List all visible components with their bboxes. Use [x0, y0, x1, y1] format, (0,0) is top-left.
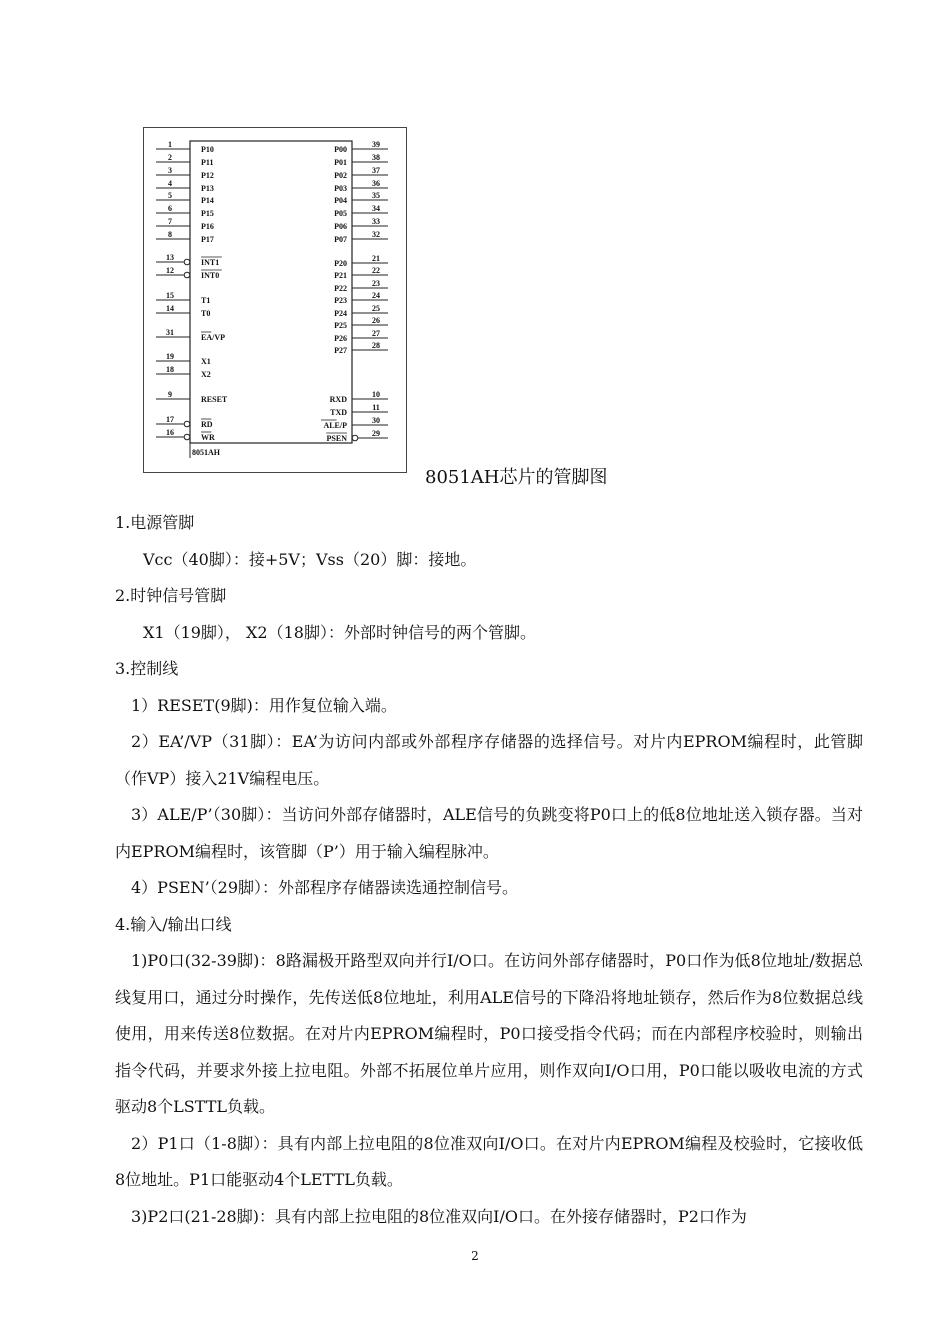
chip-label: 8051AH	[192, 448, 220, 457]
pin-bubble	[184, 259, 190, 265]
pin-name: P03	[334, 184, 347, 193]
pin-number: 10	[372, 390, 380, 399]
body-text	[115, 505, 863, 1235]
pin-number: 23	[372, 279, 380, 288]
pin-name: P05	[334, 209, 347, 218]
pin-number: 25	[372, 304, 380, 313]
pin-number: 22	[372, 266, 380, 275]
pin-number: 18	[166, 365, 174, 374]
pin-number: 37	[372, 166, 380, 175]
paragraph: 2.时钟信号管脚	[115, 586, 227, 605]
chip-pinout-figure	[143, 127, 407, 473]
figure-caption: 8051AH芯片的管脚图	[425, 467, 608, 488]
pin-name: P20	[334, 259, 347, 268]
pin-number: 38	[372, 153, 380, 162]
paragraph: 1）RESET(9脚)：用作复位输入端。	[131, 695, 397, 715]
pin-number: 6	[168, 204, 172, 213]
pin-number: 29	[372, 429, 380, 438]
chip-pinout-diagram	[144, 128, 408, 474]
paragraph: 3.控制线	[115, 659, 179, 678]
pin-number: 11	[372, 403, 380, 412]
paragraph: 4.输入/输出口线	[115, 914, 232, 934]
pin-name: P02	[334, 171, 347, 180]
pin-bubble	[184, 272, 190, 278]
pin-number: 15	[166, 291, 174, 300]
pin-number: 26	[372, 316, 380, 325]
pin-name: P17	[201, 235, 214, 244]
pin-name: P01	[334, 158, 347, 167]
pin-name: P23	[334, 296, 347, 305]
pin-number: 8	[168, 230, 172, 239]
pin-number: 27	[372, 329, 380, 338]
pin-number: 17	[166, 415, 174, 424]
pin-name: P06	[334, 222, 347, 231]
paragraph: Vcc（40脚）：接+5V；Vss（20）脚：接地。	[143, 549, 477, 569]
pin-name: T0	[201, 309, 211, 318]
pin-name: X2	[201, 370, 211, 379]
pin-number: 39	[372, 140, 380, 149]
paragraph: 1.电源管脚	[115, 513, 195, 532]
pin-number: 16	[166, 428, 174, 437]
pin-number: 5	[168, 191, 172, 200]
pin-name: P21	[334, 271, 347, 280]
pin-name: P27	[334, 346, 347, 355]
pin-bubble	[184, 421, 190, 427]
pin-number: 36	[372, 179, 380, 188]
pin-name: INT0	[201, 271, 220, 280]
pin-name: ALE/P	[323, 421, 347, 430]
pin-number: 7	[168, 217, 172, 226]
pin-number: 30	[372, 416, 380, 425]
pin-number: 32	[372, 230, 380, 239]
pin-name: P07	[334, 235, 347, 244]
pin-name: T1	[201, 296, 211, 305]
pin-name: P15	[201, 209, 214, 218]
pin-name: P22	[334, 284, 347, 293]
pin-number: 35	[372, 191, 380, 200]
paragraph: 3)P2口(21-28脚)：具有内部上拉电阻的8位准双向I/O口。在外接存储器时，P2口作为	[131, 1206, 747, 1226]
pin-name: TXD	[330, 408, 347, 417]
pin-name: P16	[201, 222, 214, 231]
paragraph: 1)P0口(32-39脚)：8路漏极开路型双向并行I/O口。在访问外部存储器时，P0口作为低8位地址/数据总线复用口，通过分时操作，先传送低8位地址，利用ALE信号的下降沿将地址锁存，然后作为8位数据总线使用，用来传送8位数据。在对片内EPROM编程时，P0口接受指令代码；而在内部程序校验时，则输出指令代码，并要求外接上拉电阻。外部不拓展位单片应用，则作双向I/O口用，P0口能以吸收电流的方式驱动8个LSTTL负载。	[115, 951, 863, 1116]
pin-number: 14	[166, 304, 174, 313]
pin-bubble	[352, 435, 358, 441]
paragraph: 3）ALE/P’（30脚）：当访问外部存储器时，ALE信号的负跳变将P0口上的低8位地址送入锁存器。当对内EPROM编程时，该管脚（P’）用于输入编程脉冲。	[115, 805, 863, 861]
pin-number: 33	[372, 217, 380, 226]
pin-name: RXD	[329, 395, 347, 404]
pin-number: 13	[166, 253, 174, 262]
pin-number: 24	[372, 291, 380, 300]
pin-name: P26	[334, 334, 347, 343]
pin-number: 19	[166, 352, 174, 361]
pin-number: 31	[166, 328, 174, 337]
pin-name: P14	[201, 196, 214, 205]
pin-number: 9	[168, 390, 172, 399]
paragraph: X1（19脚）， X2（18脚）：外部时钟信号的两个管脚。	[143, 622, 536, 642]
pin-name: X1	[201, 357, 211, 366]
pin-name: WR	[201, 433, 215, 442]
pin-name: P13	[201, 184, 214, 193]
pin-name: EA/VP	[201, 333, 225, 342]
paragraph: 4）PSEN’（29脚）：外部程序存储器读选通控制信号。	[131, 878, 519, 897]
paragraph: 2）P1口（1-8脚）：具有内部上拉电阻的8位准双向I/O口。在对片内EPROM编程及校验时，它接收低8位地址。P1口能驱动4个LETTL负载。	[115, 1133, 863, 1189]
page-number: 2	[471, 1249, 479, 1263]
pin-number: 3	[168, 166, 172, 175]
pin-number: 12	[166, 266, 174, 275]
pin-name: INT1	[201, 258, 220, 267]
pin-name: P10	[201, 145, 214, 154]
pin-number: 21	[372, 254, 380, 263]
pin-name: P25	[334, 321, 347, 330]
pin-name: RESET	[201, 395, 228, 404]
pin-name: P04	[334, 196, 347, 205]
pin-number: 28	[372, 341, 380, 350]
pin-name: PSEN	[326, 434, 347, 443]
pin-name: P24	[334, 309, 347, 318]
pin-number: 4	[168, 179, 172, 188]
pin-name: P12	[201, 171, 214, 180]
paragraph: 2）EA’/VP（31脚）：EA’为访问内部或外部程序存储器的选择信号。对片内EPROM编程时，此管脚（作VP）接入21V编程电压。	[115, 732, 863, 788]
pin-name: P11	[201, 158, 214, 167]
pin-name: P00	[334, 145, 347, 154]
pin-number: 1	[168, 140, 172, 149]
pin-bubble	[184, 434, 190, 440]
pin-number: 2	[168, 153, 172, 162]
pin-name: RD	[201, 420, 213, 429]
pin-number: 34	[372, 204, 380, 213]
